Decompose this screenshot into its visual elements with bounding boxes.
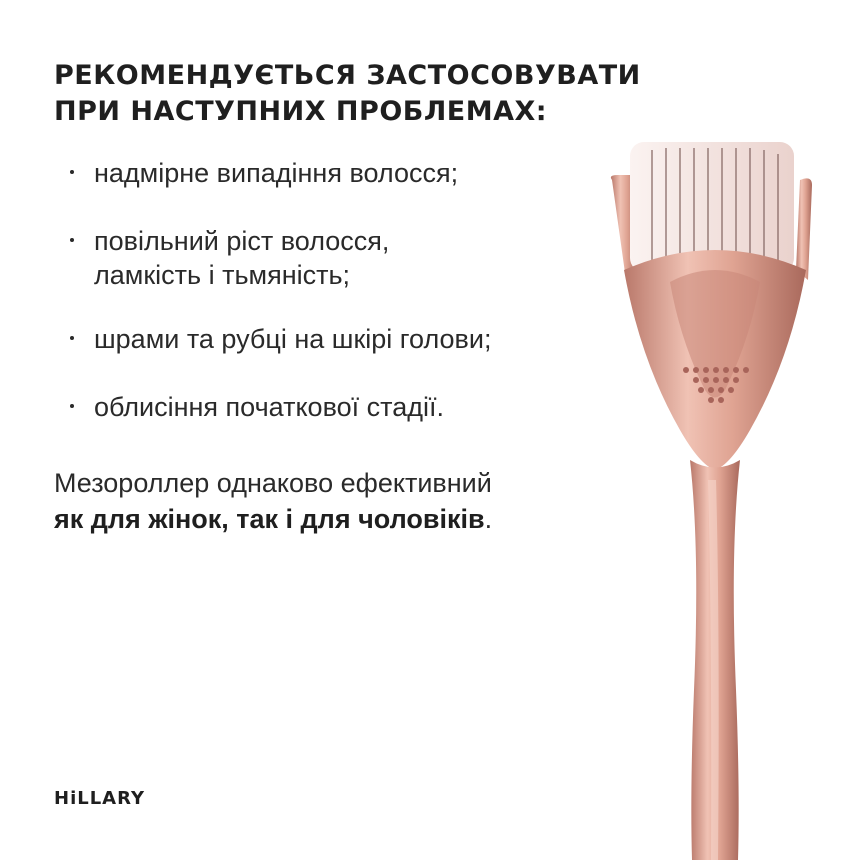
bullet-dot-icon [70, 336, 74, 340]
derma-roller-icon [590, 130, 840, 860]
list-item-text: ламкість і тьмяність; [94, 260, 351, 290]
title-line-2: ПРИ НАСТУПНИХ ПРОБЛЕМАХ: [54, 96, 548, 127]
list-item-text: повільний ріст волосся, [94, 226, 390, 256]
list-item [64, 224, 584, 292]
bullet-dot-icon [70, 404, 74, 408]
note-tail: . [484, 504, 493, 534]
problem-list [64, 156, 584, 424]
list-item-text: шрами та рубці на шкірі голови; [94, 324, 492, 354]
list-item [64, 390, 584, 424]
list-item [64, 322, 584, 356]
note-line: Мезороллер однаково ефективний [54, 468, 492, 498]
list-item-text: надмірне випадіння волосся; [94, 158, 459, 188]
bullet-dot-icon [70, 170, 74, 174]
note-emphasis: як для жінок, так і для чоловіків [54, 504, 485, 534]
title-line-1: РЕКОМЕНДУЄТЬСЯ ЗАСТОСОВУВАТИ [54, 60, 641, 91]
page-title [54, 58, 654, 130]
list-item [64, 156, 584, 190]
list-item-text: облисіння початкової стадії. [94, 392, 444, 422]
effectiveness-note [54, 465, 614, 537]
bullet-dot-icon [70, 238, 74, 242]
brand-logo: HiLLARY [54, 788, 146, 809]
